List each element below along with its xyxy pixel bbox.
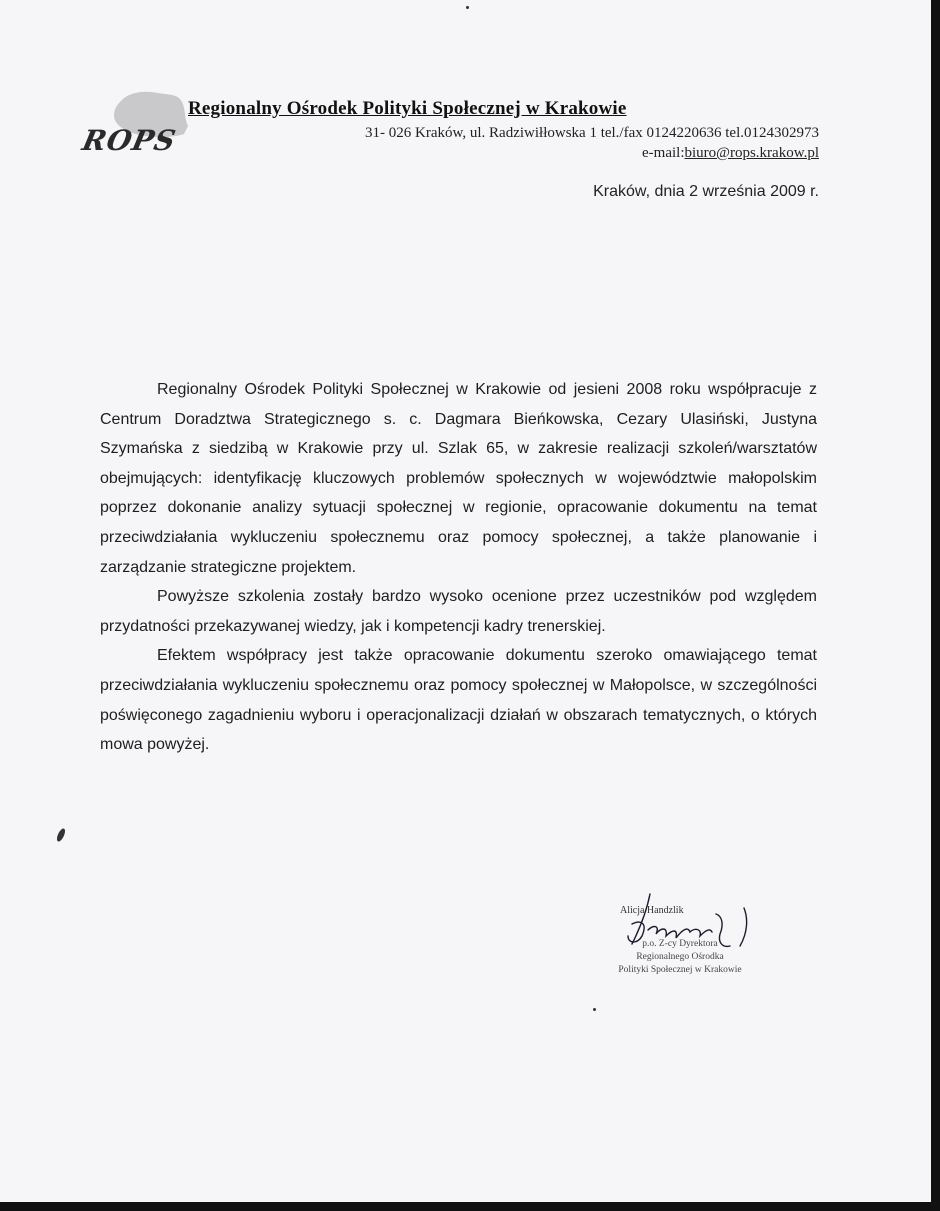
scan-speck — [466, 6, 469, 9]
body-paragraph: Regionalny Ośrodek Polityki Społecznej w Krakowie od jesieni 2008 roku współpracuje z Centrum Doradztwa Strategicznego s. c. Dagmara Bieńkowska, Cezary Ulasiński, Justyna Szymańska z siedzibą w Krakowie przy ul. Szlak 65, w zakresie realizacji szkoleń/warsztatów obejmujących: identyfikację kluczowych problemów społecznych w województwie małopolskim poprzez dokonanie analizy sytuacji społecznej w regionie, opracowanie dokumentu na temat przeciwdziałania wykluczeniu społecznemu oraz pomocy społecznej, a także planowanie i zarządzanie strategiczne projektem. — [100, 381, 817, 576]
email-address[interactable]: biuro@rops.krakow.pl — [684, 145, 819, 161]
email-prefix: e-mail: — [642, 145, 685, 161]
signatory-institution: Regionalnego Ośrodka — [636, 952, 724, 962]
signatory-title: p.o. Z-cy Dyrektora — [642, 939, 718, 949]
letter-body — [100, 375, 817, 760]
signatory-institution: Polityki Społecznej w Krakowie — [618, 965, 742, 975]
scan-speck — [55, 827, 66, 842]
scan-border-bottom — [0, 1202, 940, 1211]
body-paragraph: Efektem współpracy jest także opracowanie dokumentu szeroko omawiającego temat przeciwdziałania wykluczeniu społecznemu oraz pomocy społecznej w Małopolsce, w szczególności poświęconego zagadnieniu wyboru i operacjonalizacji działań w obszarach tematycznych, o których mowa powyżej. — [100, 647, 817, 754]
scan-speck — [593, 1008, 596, 1011]
signature-block — [580, 884, 780, 984]
body-paragraph: Powyższe szkolenia zostały bardzo wysoko ocenione przez uczestników pod względem przydatności przekazywanej wiedzy, jak i kompetencji kadry trenerskiej. — [100, 588, 817, 635]
logo-text: ROPS — [79, 123, 180, 157]
organization-address: 31- 026 Kraków, ul. Radziwiłłowska 1 tel./fax 0124220636 tel.0124302973 — [365, 125, 819, 141]
letter-date: Kraków, dnia 2 września 2009 r. — [593, 183, 819, 200]
organization-name: Regionalny Ośrodek Polityki Społecznej w Krakowie — [188, 98, 627, 119]
scan-border-right — [931, 0, 940, 1211]
organization-email — [400, 145, 819, 162]
signatory-name: Alicja Handzlik — [620, 905, 684, 916]
